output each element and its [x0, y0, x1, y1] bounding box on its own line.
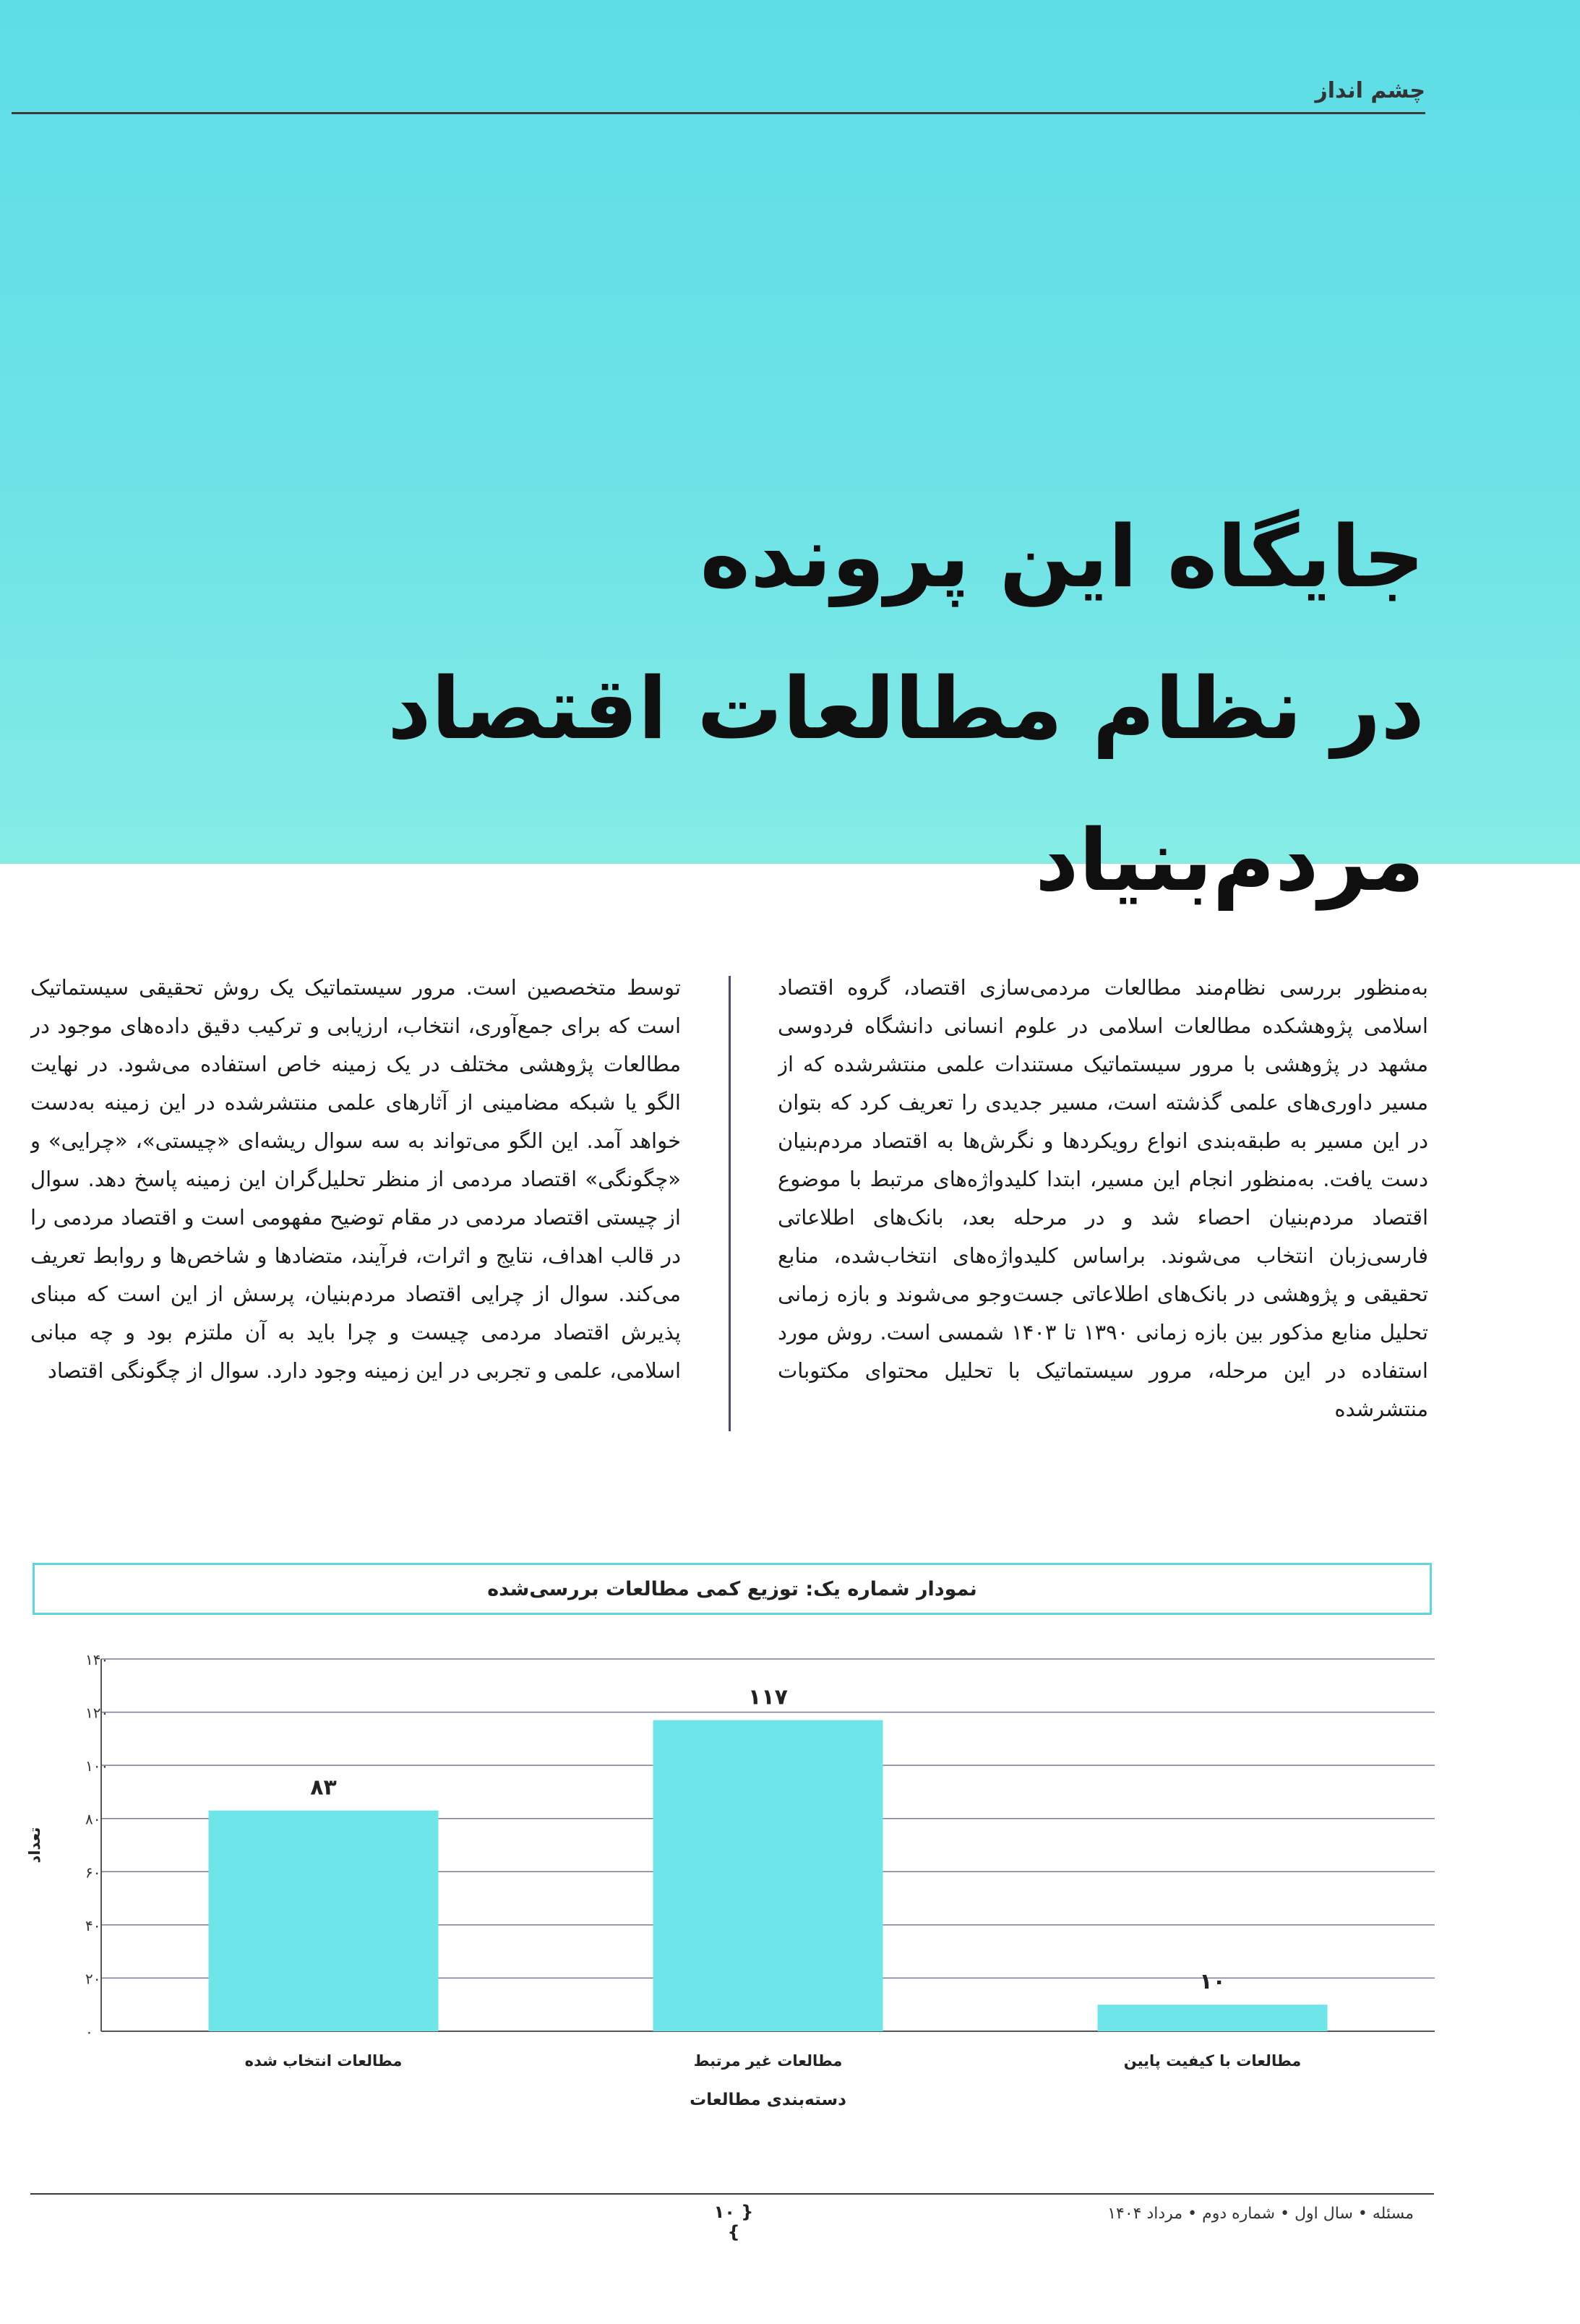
bar [653, 1720, 883, 2031]
headline-line-1: جایگاه این پرونده [700, 507, 1425, 606]
y-tick-label: ۱۴۰ [85, 1651, 109, 1668]
footer-publication-info: مسئله • سال اول • شماره دوم • مرداد ۱۴۰۴ [1107, 2205, 1414, 2223]
y-tick-label: ۶۰ [85, 1864, 101, 1882]
column-divider [729, 976, 731, 1431]
x-category-label: مطالعات با کیفیت پایین [1123, 2052, 1302, 2070]
page-number: { ۱۰ } [713, 2202, 754, 2242]
y-tick-labels [85, 1651, 108, 2041]
y-tick-label: ۴۰ [85, 1916, 101, 1934]
chart-title: نمودار شماره یک: توزیع کمی مطالعات بررسی‌شده [33, 1563, 1432, 1615]
x-category-labels [245, 2052, 1302, 2070]
y-axis-title: تعداد [26, 1827, 43, 1864]
bar [209, 1811, 439, 2031]
article-headline [124, 481, 1425, 936]
y-tick-label: ۱۲۰ [85, 1704, 109, 1722]
body-column-right: به‌منظور بررسی نظام‌مند مطالعات مردمی‌سازی اقتصاد، گروه اقتصاد اسلامی پژوهشکده مطالعات اسلامی در علوم انسانی دانشگاه فردوسی مشهد در پژوهشی با مرور سیستماتیک مستندات علمی منتشرشده که از مسیر داوری‌های علمی گذشته است، مسیر جدیدی را تعریف کرد که بتوان در این مسیر به طبقه‌بندی انواع رویکردها و نگرش‌ها به اقتصاد مردم‌بنیان دست یافت. به‌منظور انجام این مسیر، ابتدا کلیدواژه‌های مرتبط با موضوع اقتصاد مردم‌بنیان احصاء شد و در مرحله بعد، بانک‌های اطلاعاتی فارسی‌زبان انتخاب می‌شوند. براساس کلیدواژه‌های انتخاب‌شده، منابع تحقیقی و پژوهشی در بانک‌های اطلاعاتی جست‌وجو می‌شوند و بازه زمانی تحلیل منابع مذکور بین بازه زمانی ۱۳۹۰ تا ۱۴۰۳ شمسی است. روش مورد استفاده در این مرحله، مرور سیستماتیک با تحلیل محتوای مکتوبات منتشرشده [778, 975, 1428, 1421]
y-tick-label: ۸۰ [85, 1810, 101, 1828]
bar-value-label: ۱۰ [1199, 1969, 1226, 1995]
y-tick-label: ۲۰ [85, 1970, 101, 1988]
y-tick-label: ۰ [85, 2023, 93, 2041]
x-category-label: مطالعات انتخاب شده [244, 2052, 403, 2070]
bar-value-label: ۱۱۷ [748, 1684, 788, 1710]
bar-value-label: ۸۳ [310, 1775, 337, 1801]
bar [1098, 2004, 1328, 2031]
title-banner [0, 0, 1580, 910]
x-axis-title: دسته‌بندی مطالعات [690, 2091, 846, 2109]
body-column-left: توسط متخصصین است. مرور سیستماتیک یک روش تحقیقی سیستماتیک است که برای جمع‌آوری، انتخاب، ارزیابی و ترکیب دقیق داده‌های موجود در مطالعات پژوهشی مختلف در یک زمینه خاص استفاده می‌شود. در نهایت الگو یا شبکه مضامینی از آثارهای علمی منتشرشده در این زمینه به‌دست خواهد آمد. این الگو می‌تواند به سه سوال ریشه‌ای «چیستی»، «چرایی» و «چگونگی» اقتصاد مردمی از منظر تحلیل‌گران این زمینه پاسخ دهد. سوال از چیستی اقتصاد مردمی در مقام توضیح مفهومی است و اقتصاد مردمی را در قالب اهداف، نتایج و اثرات، فرآیند، متضادها و شاخص‌ها و روابط تعریف می‌کند. سوال از چرایی اقتصاد مردم‌بنیان، پرسش از این است که مبنای پذیرش اقتصاد مردمی چیست و چرا باید به آن ملتزم بود و چه مبانی اسلامی، علمی و تجربی در این زمینه وجود دارد. سوال از چگونگی اقتصاد [30, 975, 681, 1383]
headline-line-2: در نظام مطالعات اقتصاد مردم‌بنیاد [387, 659, 1425, 910]
section-rule [12, 112, 1425, 114]
chart-bars [209, 1720, 1328, 2031]
footer-rule [30, 2193, 1434, 2195]
section-label: چشم انداز [1315, 78, 1425, 103]
bar-chart [0, 1634, 1580, 2132]
x-category-label: مطالعات غیر مرتبط [693, 2052, 843, 2070]
y-tick-label: ۱۰۰ [85, 1757, 109, 1775]
